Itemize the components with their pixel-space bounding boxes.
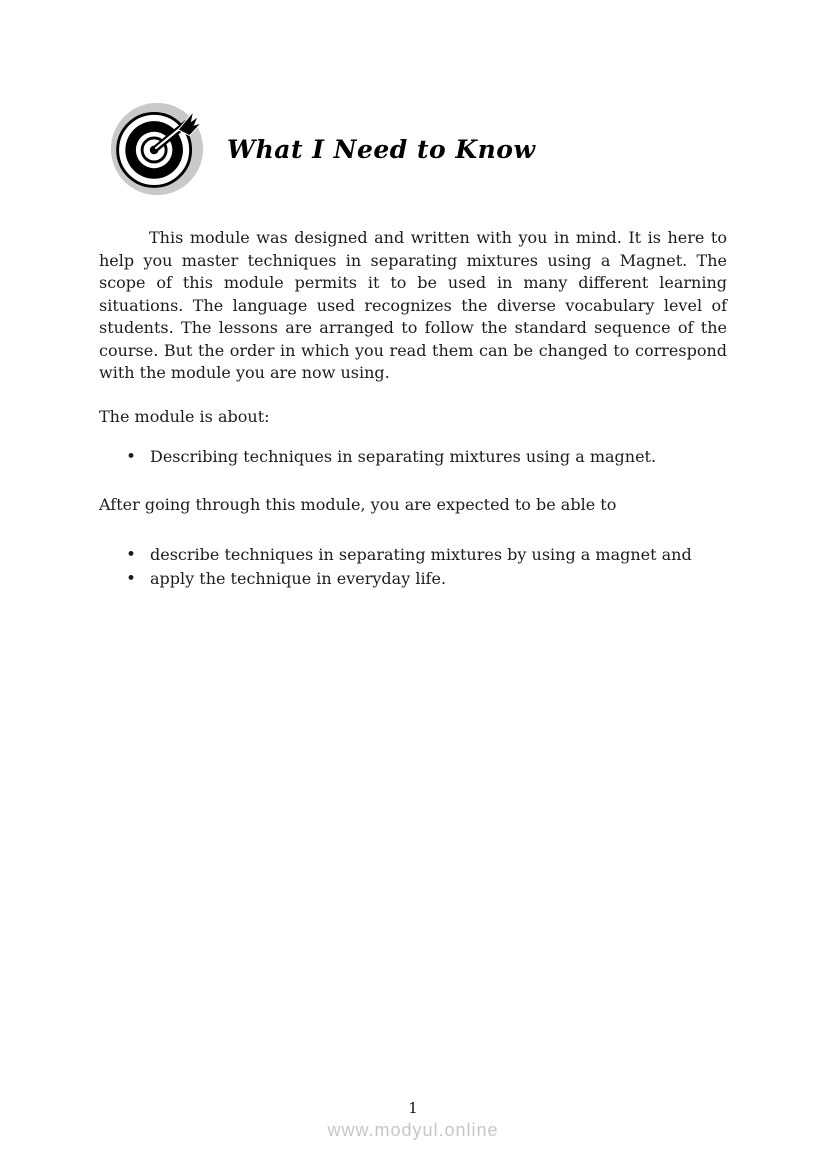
page-title: What I Need to Know [227, 134, 536, 164]
about-label: The module is about: [99, 406, 270, 426]
list-item: • Describing techniques in separating mixtures using a magnet. [99, 445, 727, 469]
objectives-list [99, 543, 727, 591]
page-footer [0, 1099, 826, 1141]
page-number: 1 [408, 1099, 418, 1117]
list-item: • describe techniques in separating mixtures by using a magnet and [99, 543, 727, 567]
section-header [109, 101, 826, 197]
objectives-label: After going through this module, you are expected to be able to [99, 495, 617, 514]
about-list [99, 445, 727, 469]
module-content [99, 227, 727, 591]
watermark-text: www.modyul.online [327, 1120, 499, 1140]
list-item: • apply the technique in everyday life. [99, 567, 727, 591]
target-bullseye-arrow-icon [109, 101, 205, 197]
intro-paragraph: This module was designed and written with you in mind. It is here to help you master techniques in separating mixtures using a Magnet. The scope of this module permits it to be used in many different learning situations. The language used recognizes the diverse vocabulary level of students. The lessons are arranged to follow the standard sequence of the course. But the order in which you read them can be changed to correspond with the module you are now using. [99, 228, 727, 382]
